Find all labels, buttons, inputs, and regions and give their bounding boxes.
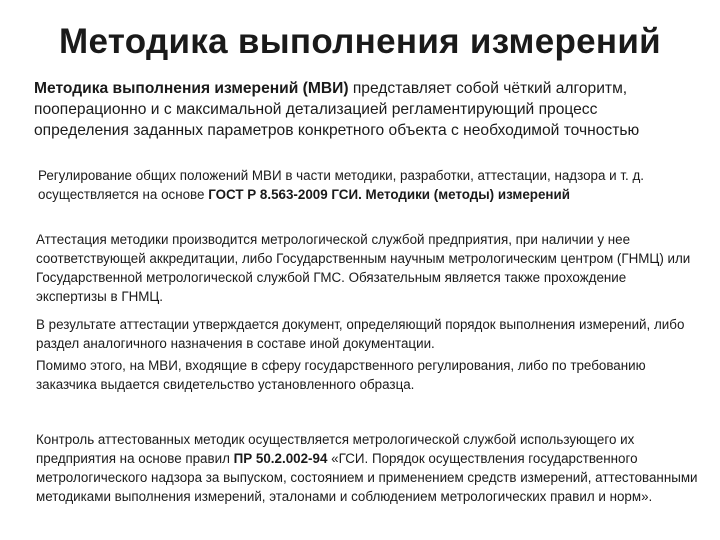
- control-text-before: Контроль аттестованных методик осуществляется метрологической службой использующего их предприятия на основе правил: [36, 432, 635, 466]
- intro-definition: представляет собой чёткий алгоритм, пооперационно и с максимальной детализацией регламентирующий процесс определения заданных параметров конкретного объекта с необходимой точностью: [34, 80, 640, 139]
- intro-term: Методика выполнения измерений (МВИ): [34, 80, 349, 97]
- control-paragraph: [36, 430, 701, 506]
- slide-title: Методика выполнения измерений: [58, 22, 661, 61]
- control-text-after: «ГСИ. Порядок осуществления государственного метрологического надзора за выпуском, состоянием и применением средств измерений, аттестованными методиками выполнения измерений, эталонами и соблюдением метрологических правил и норм».: [36, 451, 698, 504]
- regulation-text: Регулирование общих положений МВИ в части методики, разработки, аттестации, надзора и т. д. осуществляется на основе: [38, 168, 644, 202]
- intro-paragraph: [34, 78, 694, 141]
- regulation-paragraph: [38, 166, 698, 204]
- regulation-standard: ГОСТ Р 8.563-2009 ГСИ. Методики (методы) измерений: [208, 187, 570, 202]
- result-paragraph: В результате аттестации утверждается документ, определяющий порядок выполнения измерений, либо раздел аналогичного назначения в составе иной документации.: [36, 317, 685, 351]
- control-rule-code: ПР 50.2.002-94: [233, 451, 328, 466]
- attestation-paragraph: Аттестация методики производится метрологической службой предприятия, при наличии у нее соответствующей аккредитации, либо Государственным научным метрологическим центром (ГНМЦ) или Государственной метрологической службой ГМС. Обязательным является также прохождение экспертизы в ГНМЦ.: [36, 232, 691, 304]
- additional-paragraph: Помимо этого, на МВИ, входящие в сферу государственного регулирования, либо по требованию заказчика выдается свидетельство установленного образца.: [36, 358, 646, 392]
